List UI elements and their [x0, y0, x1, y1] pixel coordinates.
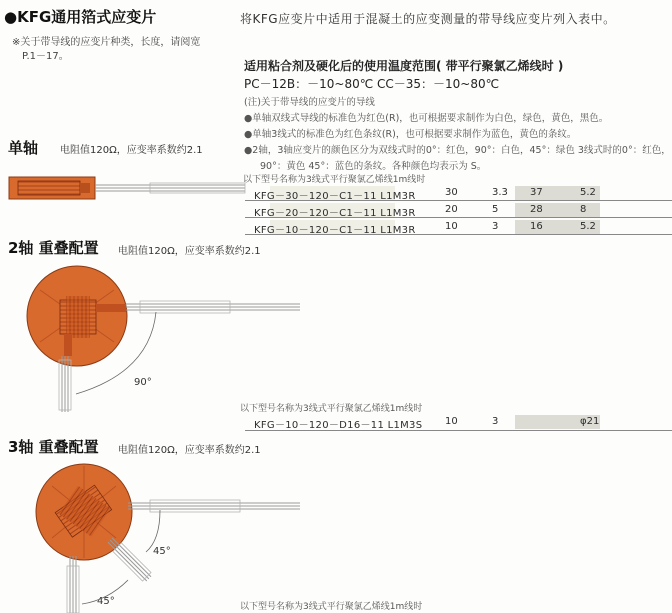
reference-note-line1: ※关于带导线的应变片种类，长度，请阅宽 [12, 37, 201, 48]
three-axis-caption: 以下型号名称为3线式平行聚氯乙烯线1m线时 [240, 602, 423, 612]
three-axis-angle-label-1: 45° [153, 546, 171, 557]
lead-wire-note-title: (注)关于带导线的应变片的导线 [244, 97, 375, 108]
two-axis-angle-label: 90° [134, 377, 152, 388]
cell: 5 [492, 204, 499, 215]
cell: 8 [580, 204, 587, 215]
two-axis-rosette-icon [27, 266, 300, 412]
lead-wire-bullet-1: ●单轴双线式导线的标准色为红色(R)，也可根据要求制作为白色，绿色，黄色，黑色。 [244, 113, 609, 124]
two-axis-spec: 电阻值120Ω，应变率系数约2.1 [118, 246, 261, 257]
two-axis-title: 2轴 重叠配置 [8, 239, 99, 257]
page-title: ●KFG通用箔式应变片 [4, 8, 157, 26]
cell: 10 [445, 221, 458, 232]
single-axis-title: 单轴 [8, 139, 39, 157]
two-axis-caption: 以下型号名称为3线式平行聚氯乙烯线1m线时 [240, 404, 423, 414]
lead-wire-bullet-2: ●单轴3线式的标准色为红色条纹(R)，也可根据要求制作为蓝色，黄色的条纹。 [244, 129, 577, 140]
cell: 3.3 [492, 187, 508, 198]
cell: 16 [530, 221, 543, 232]
cell: 10 [445, 416, 458, 427]
adhesive-temperatures: PC－12B：－10~80℃ CC－35：－10~80℃ [244, 77, 500, 91]
single-axis-gauge-icon [9, 177, 245, 199]
cell: 20 [445, 204, 458, 215]
cell: 3 [492, 416, 499, 427]
model-name: KFG－30－120－C1－11 L1M3R [254, 191, 416, 202]
adhesive-heading: 适用粘合剂及硬化后的使用温度范围( 带平行聚氯乙烯线时 ) [244, 59, 564, 73]
intro-text: 将KFG应变片中适用于混凝土的应变测量的带导线应变片列入表中。 [240, 12, 616, 26]
single-axis-spec: 电阻值120Ω，应变率系数约2.1 [60, 145, 203, 156]
model-name: KFG－10－120－D16－11 L1M3S [254, 420, 423, 431]
cell: 30 [445, 187, 458, 198]
reference-note-line2: P.1－17。 [22, 51, 69, 62]
lead-wire-bullet-3b: 90°：黄色 45°：蓝色的条纹。各种颜色均表示为 S。 [260, 161, 487, 172]
lead-wire-bullet-3: ●2轴，3轴应变片的颜色区分为双线式时的0°：红色，90°：白色，45°：绿色 3线式时的0°：红色， [244, 145, 671, 156]
three-axis-spec: 电阻值120Ω，应变率系数约2.1 [118, 445, 261, 456]
three-axis-rosette-icon [36, 464, 300, 613]
cell: 5.2 [580, 187, 596, 198]
model-name: KFG－20－120－C1－11 L1M3R [254, 208, 416, 219]
single-axis-caption: 以下型号名称为3线式平行聚氯乙烯线1m线时 [243, 175, 426, 185]
cell: 3 [492, 221, 499, 232]
cell: 37 [530, 187, 543, 198]
cell: 5.2 [580, 221, 596, 232]
cell: φ21 [580, 416, 600, 427]
cell: 28 [530, 204, 543, 215]
model-name: KFG－10－120－C1－11 L1M3R [254, 225, 416, 236]
three-axis-title: 3轴 重叠配置 [8, 438, 99, 456]
three-axis-angle-label-2: 45° [97, 596, 115, 607]
